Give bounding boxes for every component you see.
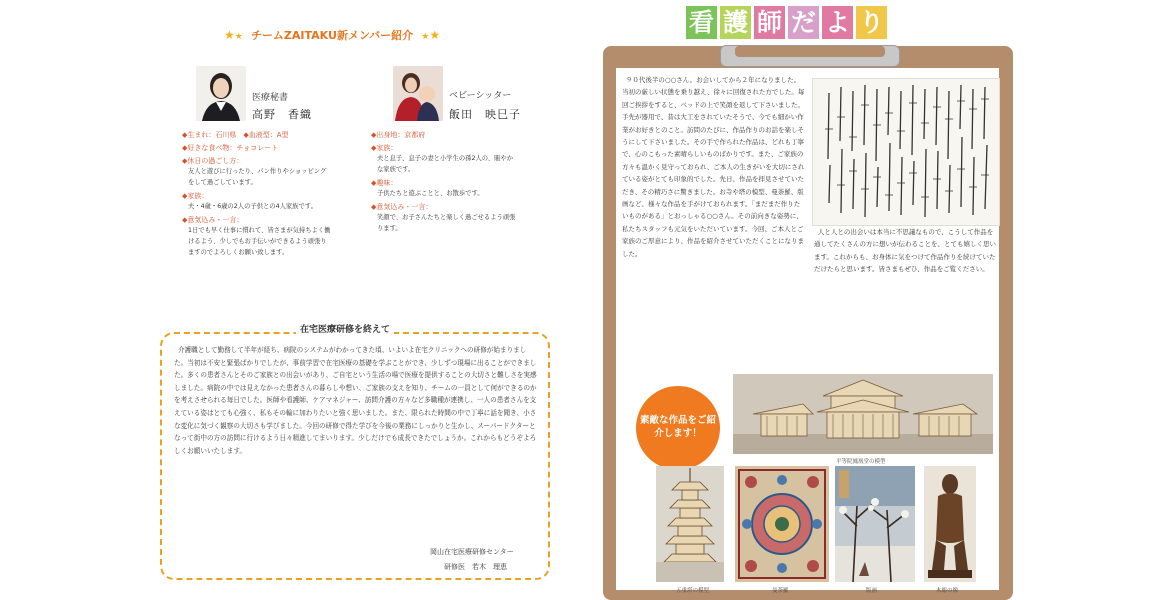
mandala-photo <box>735 466 829 582</box>
featured-works-badge: 素敵な作品をご紹介します！ <box>636 386 720 470</box>
detail-heading: ◆家族： <box>182 192 209 200</box>
lecture-body: 介護職として勤務して半年が経ち、病院のシステムがわかってきた頃、いよいよ在宅クリニックへの研修が始まりました。当初は不安と緊張ばかりでしたが、事前学習で在宅医療の基礎を学ぶことができ、少しずつ現場に出ることができました。多くの患者さんとそのご家族との出会いがあり、ご自宅という生活の場で医療を提供することの大切さと難しさを実感しました。病院の中では見えなかった患者さんの暮らしや想い、ご家族の支えを知り、チームの一員として何ができるのかを考えさせられる毎日でした。医師や看護師、ケアマネジャー、訪問介護の方々など多職種が連携し、一人の患者さんを支えている姿はとても心強く、私もその輪に加わりたいと強く思いました。また、限られた時間の中で丁寧に話を聞き、小さな変化に気づく観察の大切さも学びました。今回の研修で得た学びを今後の業務にしっかりと生かし、スーパードクターとなって街中の方の訪問に行けるよう日々精進してまいります。少しだけでも成長できたでしょうか。これからもどうぞよろしくお願いいたします。 <box>174 346 537 455</box>
detail-text: 1日でも早く仕事に慣れて、皆さまが気持ちよく働けるよう、少しでもお手伝いができるよう頑張りますのでよろしくお願い致します。 <box>188 227 331 256</box>
star-icon: ★ <box>234 32 243 42</box>
member-details-2 <box>371 127 519 234</box>
detail-text: 夫と息子、息子の妻と小学生の孫2人の、賑やかな家族です。 <box>377 155 513 173</box>
caption-pagoda: 五重塔の模型 <box>676 588 710 594</box>
detail-heading: ◆好きな食べ物：チョコレート <box>182 144 279 152</box>
star-icon: ★ <box>429 28 441 42</box>
temple-model-photo <box>733 374 993 454</box>
caption-sculpture: 木彫の像 <box>936 588 959 594</box>
logo-char: 護 <box>720 6 751 39</box>
detail-heading: ◆出身地：京都府 <box>371 131 426 139</box>
detail-heading: ◆意気込み・一言： <box>371 203 433 211</box>
signature-name: 研修医 若木 理恵 <box>444 563 507 571</box>
lecture-title: 在宅医療研修を終えて <box>296 322 394 335</box>
detail-text: 子供たちと遊ぶことと、お散歩です。 <box>377 190 484 197</box>
newsletter-logo <box>686 6 890 39</box>
member-role: 医療秘書 <box>252 93 289 103</box>
detail-heading: ◆意気込み・一言： <box>182 216 244 224</box>
member-photo <box>196 66 246 121</box>
detail-heading: ◆休日の過ごし方： <box>182 157 244 165</box>
star-icon: ★ <box>421 32 430 42</box>
letter-text-left: ９０代後半の○○さん。お会いしてから２年になりました。当初の厳しい状態を乗り越え、徐々に回復された方でした。毎回ご挨拶をすると、ベッドの上で笑顔を返して下さいました。手先が器用で、昔は大工をされていたそうで、今でも細かい作業がお好きとのこと。訪問のたびに、作品作りのお話を楽しそうにして下さいました。その手で作られた作品は、どれも丁寧で、心のこもった素晴らしいものばかりです。また、ご家族の方々も温かく見守っておられ、ご本人の生きがいを大切にされている姿がとても印象的でした。先日、作品を拝見させていただき、その精巧さに驚きました。お寺や塔の模型、曼荼羅、版画など、様々な作品を手がけておられます。「まだまだ作りたいものがある」とおっしゃる○○さん。その前向きな姿勢に、私たちスタッフも元気をいただいています。今回、ご本人とご家族のご厚意により、作品を紹介させていただくことになりました。 <box>622 76 805 258</box>
letter-text-right: 人と人との出会いは本当に不思議なもので、こうして作品を通してたくさんの方に想いが伝わることを、とても嬉しく思います。これからも、お身体に気をつけて作品作りを続けていただけたらと思います。皆さまもぜひ、作品をご覧ください。 <box>814 228 996 274</box>
logo-char: り <box>856 6 887 39</box>
woodblock-print-photo <box>835 466 915 582</box>
detail-heading: ◆趣味： <box>371 179 398 187</box>
detail-text: 笑顔で、お子さんたちと楽しく過ごせるよう頑張ります。 <box>377 214 516 232</box>
detail-text: 夫・4歳・6歳の2人の子供との4人家族です。 <box>188 203 317 210</box>
signature-org: 岡山在宅医療研修センター <box>430 548 514 556</box>
team-title-row <box>224 24 440 43</box>
caption-temple: 平等院鳳凰堂の模型 <box>836 459 886 465</box>
member-name: 高野 香織 <box>252 108 312 121</box>
caption-mandala: 曼荼羅 <box>772 588 789 594</box>
team-title: チームZAITAKU新メンバー紹介 <box>250 29 414 42</box>
logo-char: だ <box>788 6 819 39</box>
caption-woodprint: 版画 <box>866 588 878 594</box>
clip-hole <box>735 46 885 57</box>
handwritten-letter-image <box>812 78 1000 226</box>
star-icon: ★ <box>224 28 235 42</box>
pagoda-model-photo <box>656 466 724 582</box>
logo-char: よ <box>822 6 853 39</box>
logo-char: 師 <box>754 6 785 39</box>
detail-heading: ◆生まれ：石川県 ◆血液型：A型 <box>182 131 289 139</box>
member-details-1 <box>182 127 332 258</box>
sculpture-photo <box>924 466 976 582</box>
logo-char: 看 <box>686 6 717 39</box>
detail-heading: ◆家族： <box>371 144 398 152</box>
member-role: ベビーシッター <box>449 91 512 101</box>
detail-text: 友人と遊びに行ったり、パン作りやショッピングをして過ごしています。 <box>188 168 327 186</box>
member-name: 飯田 映巳子 <box>449 108 521 121</box>
member-photo <box>393 66 443 121</box>
